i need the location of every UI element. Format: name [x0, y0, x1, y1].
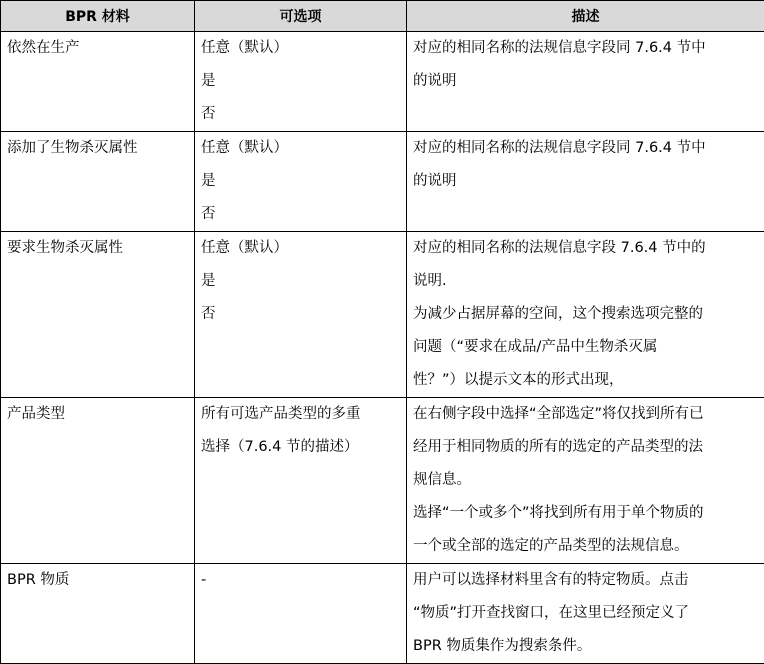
table-row: [1, 398, 764, 564]
description-line: 对应的相同名称的法规信息字段同 7.6.4 节中: [413, 132, 758, 165]
row-options-cell: [195, 232, 407, 398]
option-item: -: [201, 564, 400, 597]
description-line: 的说明: [413, 65, 758, 98]
description-line: 规信息。: [413, 464, 758, 497]
row-options-cell: [195, 398, 407, 564]
description-line: 问题（“要求在成品/产品中生物杀灭属: [413, 331, 758, 364]
row-name-cell: [1, 232, 195, 398]
row-name: 添加了生物杀灭属性: [7, 132, 188, 165]
description-line: 性？”）以提示文本的形式出现，: [413, 364, 758, 397]
row-name-cell: [1, 132, 195, 232]
table-row: [1, 564, 764, 664]
option-item: 否: [201, 98, 400, 131]
header-bpr-material: BPR 材料: [1, 1, 195, 32]
row-name: 产品类型: [7, 398, 188, 431]
description-line: 在右侧字段中选择“全部选定”将仅找到所有已: [413, 398, 758, 431]
row-name: 依然在生产: [7, 32, 188, 65]
option-item: 任意（默认）: [201, 232, 400, 265]
description-line: 经用于相同物质的所有的选定的产品类型的法: [413, 431, 758, 464]
row-description-cell: [407, 564, 764, 664]
row-description-cell: [407, 32, 764, 132]
header-description: 描述: [407, 1, 764, 32]
table-header-row: [1, 1, 764, 32]
row-name-cell: [1, 398, 195, 564]
description-line: 说明.: [413, 265, 758, 298]
option-item: 否: [201, 198, 400, 231]
row-description-cell: [407, 232, 764, 398]
description-line: “物质”打开查找窗口，在这里已经预定义了: [413, 597, 758, 630]
option-item: 是: [201, 65, 400, 98]
description-line: 的说明: [413, 165, 758, 198]
row-description-cell: [407, 132, 764, 232]
row-name-cell: [1, 564, 195, 664]
description-line: 为减少占据屏幕的空间，这个搜索选项完整的: [413, 298, 758, 331]
table-row: [1, 132, 764, 232]
option-item: 是: [201, 265, 400, 298]
row-name: 要求生物杀灭属性: [7, 232, 188, 265]
row-options-cell: [195, 132, 407, 232]
description-line: 对应的相同名称的法规信息字段同 7.6.4 节中: [413, 32, 758, 65]
option-item: 任意（默认）: [201, 132, 400, 165]
row-name: BPR 物质: [7, 564, 188, 597]
option-item: 是: [201, 165, 400, 198]
row-options-cell: [195, 32, 407, 132]
description-line: 用户可以选择材料里含有的特定物质。点击: [413, 564, 758, 597]
description-line: BPR 物质集作为搜索条件。: [413, 630, 758, 663]
description-line: 选择“一个或多个”将找到所有用于单个物质的: [413, 497, 758, 530]
option-item: 所有可选产品类型的多重: [201, 398, 400, 431]
table-row: [1, 32, 764, 132]
row-name-cell: [1, 32, 195, 132]
row-description-cell: [407, 398, 764, 564]
description-line: 一个或全部的选定的产品类型的法规信息。: [413, 530, 758, 563]
header-options: 可选项: [195, 1, 407, 32]
option-item: 任意（默认）: [201, 32, 400, 65]
option-item: 否: [201, 298, 400, 331]
table-row: [1, 232, 764, 398]
row-options-cell: [195, 564, 407, 664]
option-item: 选择（7.6.4 节的描述）: [201, 431, 400, 464]
description-line: 对应的相同名称的法规信息字段 7.6.4 节中的: [413, 232, 758, 265]
